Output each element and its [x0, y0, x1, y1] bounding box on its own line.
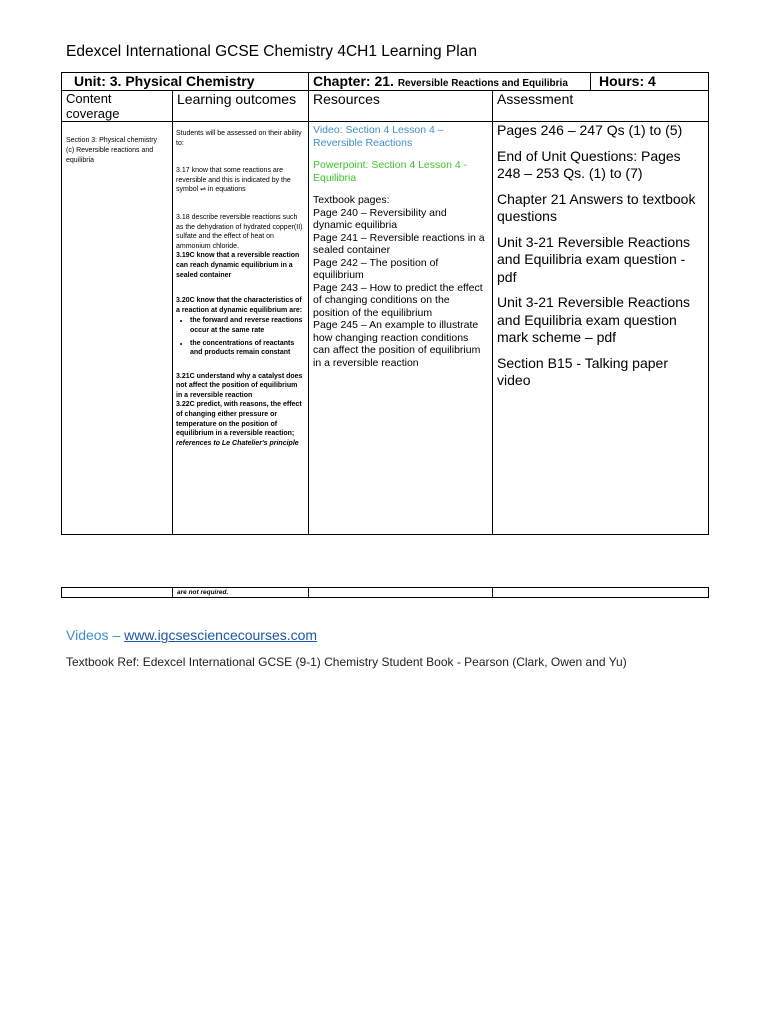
- equilibrium-characteristics-list: [176, 316, 304, 357]
- chapter-prefix: Chapter: 21.: [313, 73, 394, 89]
- continuation-cell-empty: [309, 588, 493, 598]
- chapter-name: Reversible Reactions and Equilibria: [397, 78, 568, 89]
- assessment-item: Chapter 21 Answers to textbook questions: [497, 190, 696, 224]
- videos-line: [66, 627, 317, 643]
- continuation-outcome-text: are not required.: [173, 588, 309, 598]
- resources-cell: [309, 122, 493, 535]
- assessment-item: Unit 3-21 Reversible Reactions and Equilibria exam question - pdf: [497, 233, 690, 285]
- assessment-item: Pages 246 – 247 Qs (1) to (5): [497, 122, 683, 138]
- list-item: • the concentrations of reactants and products remain constant: [190, 339, 304, 358]
- col-header-resources: Resources: [309, 91, 493, 122]
- textbook-heading: Textbook pages:: [313, 194, 390, 206]
- table-header-row: [62, 73, 709, 91]
- coverage-topic: (c) Reversible reactions and equilibria: [66, 147, 154, 164]
- page-title: Edexcel International GCSE Chemistry 4CH1 Learning Plan: [66, 43, 477, 60]
- content-row: [62, 122, 709, 535]
- coverage-section: Section 3: Physical chemistry: [66, 137, 158, 144]
- unit-cell: [62, 73, 309, 91]
- unit-label: Unit: 3. Physical Chemistry: [74, 73, 255, 89]
- column-header-row: [62, 91, 709, 122]
- col-header-assessment: Assessment: [493, 91, 709, 122]
- textbook-page: Page 245 – An example to illustrate how changing reaction conditions can affect the position of equilibrium in a reversible reaction: [313, 319, 481, 369]
- learning-outcomes-cell: [173, 122, 309, 535]
- outcome-3-22c-tail: references to Le Chatelier's principle: [176, 439, 299, 447]
- videos-label: Videos –: [66, 627, 125, 643]
- outcome-3-22c-text: 3.22C predict, with reasons, the effect of changing either pressure or temperature on the position of equilibrium in a reversible reaction;: [176, 401, 302, 438]
- assessment-item: End of Unit Questions: Pages 248 – 253 Qs. (1) to (7): [497, 147, 681, 181]
- continuation-table-row: [61, 587, 709, 598]
- col-header-content: Content coverage: [62, 91, 173, 122]
- outcome-3-21c: 3.21C understand why a catalyst does not affect the position of equilibrium in a reversible reaction: [176, 372, 303, 399]
- textbook-page: Page 240 – Reversibility and dynamic equilibria: [313, 206, 447, 231]
- outcomes-intro: Students will be assessed on their ability to:: [176, 130, 302, 147]
- powerpoint-resource-link[interactable]: Powerpoint: Section 4 Lesson 4 - Equilibria: [313, 159, 468, 184]
- textbook-page: Page 241 – Reversible reactions in a sealed container: [313, 231, 485, 256]
- outcome-3-20c: 3.20C know that the characteristics of a reaction at dynamic equilibrium are:: [176, 297, 303, 314]
- textbook-reference: Textbook Ref: Edexcel International GCSE (9-1) Chemistry Student Book - Pearson (Clark, Owen and Yu): [66, 655, 627, 669]
- outcome-3-19c: 3.19C know that a reversible reaction can reach dynamic equilibrium in a sealed container: [176, 252, 300, 279]
- learning-plan-table: [61, 72, 709, 535]
- hours-label: Hours: 4: [599, 73, 656, 89]
- hours-cell: [591, 73, 709, 91]
- outcome-3-18: 3.18 describe reversible reactions such as the dehydration of hydrated copper(II) sulfate and the effect of heat on ammonium chloride.: [176, 213, 303, 250]
- assessment-item: Unit 3-21 Reversible Reactions and Equilibria exam question mark scheme – pdf: [497, 294, 690, 345]
- continuation-cell-empty: [493, 588, 709, 598]
- outcome-3-22c: [176, 400, 304, 448]
- chapter-cell: [309, 73, 591, 91]
- continuation-cell-empty: [62, 588, 173, 598]
- textbook-page: Page 242 – The position of equilibrium: [313, 256, 439, 281]
- videos-website-link[interactable]: www.igcsesciencecourses.com: [124, 627, 318, 643]
- outcome-3-17: 3.17 know that some reactions are reversible and this is indicated by the symbol ⇌ in equations: [176, 167, 291, 194]
- video-resource-link[interactable]: Video: Section 4 Lesson 4 – Reversible Reactions: [313, 124, 444, 149]
- textbook-page: Page 243 – How to predict the effect of changing conditions on the position of the equilibrium: [313, 281, 483, 319]
- assessment-item: Section B15 - Talking paper video: [497, 354, 668, 388]
- list-item: • the forward and reverse reactions occur at the same rate: [190, 316, 304, 335]
- assessment-cell: [493, 122, 709, 535]
- content-coverage-cell: [62, 122, 173, 535]
- col-header-outcomes: Learning outcomes: [173, 91, 309, 122]
